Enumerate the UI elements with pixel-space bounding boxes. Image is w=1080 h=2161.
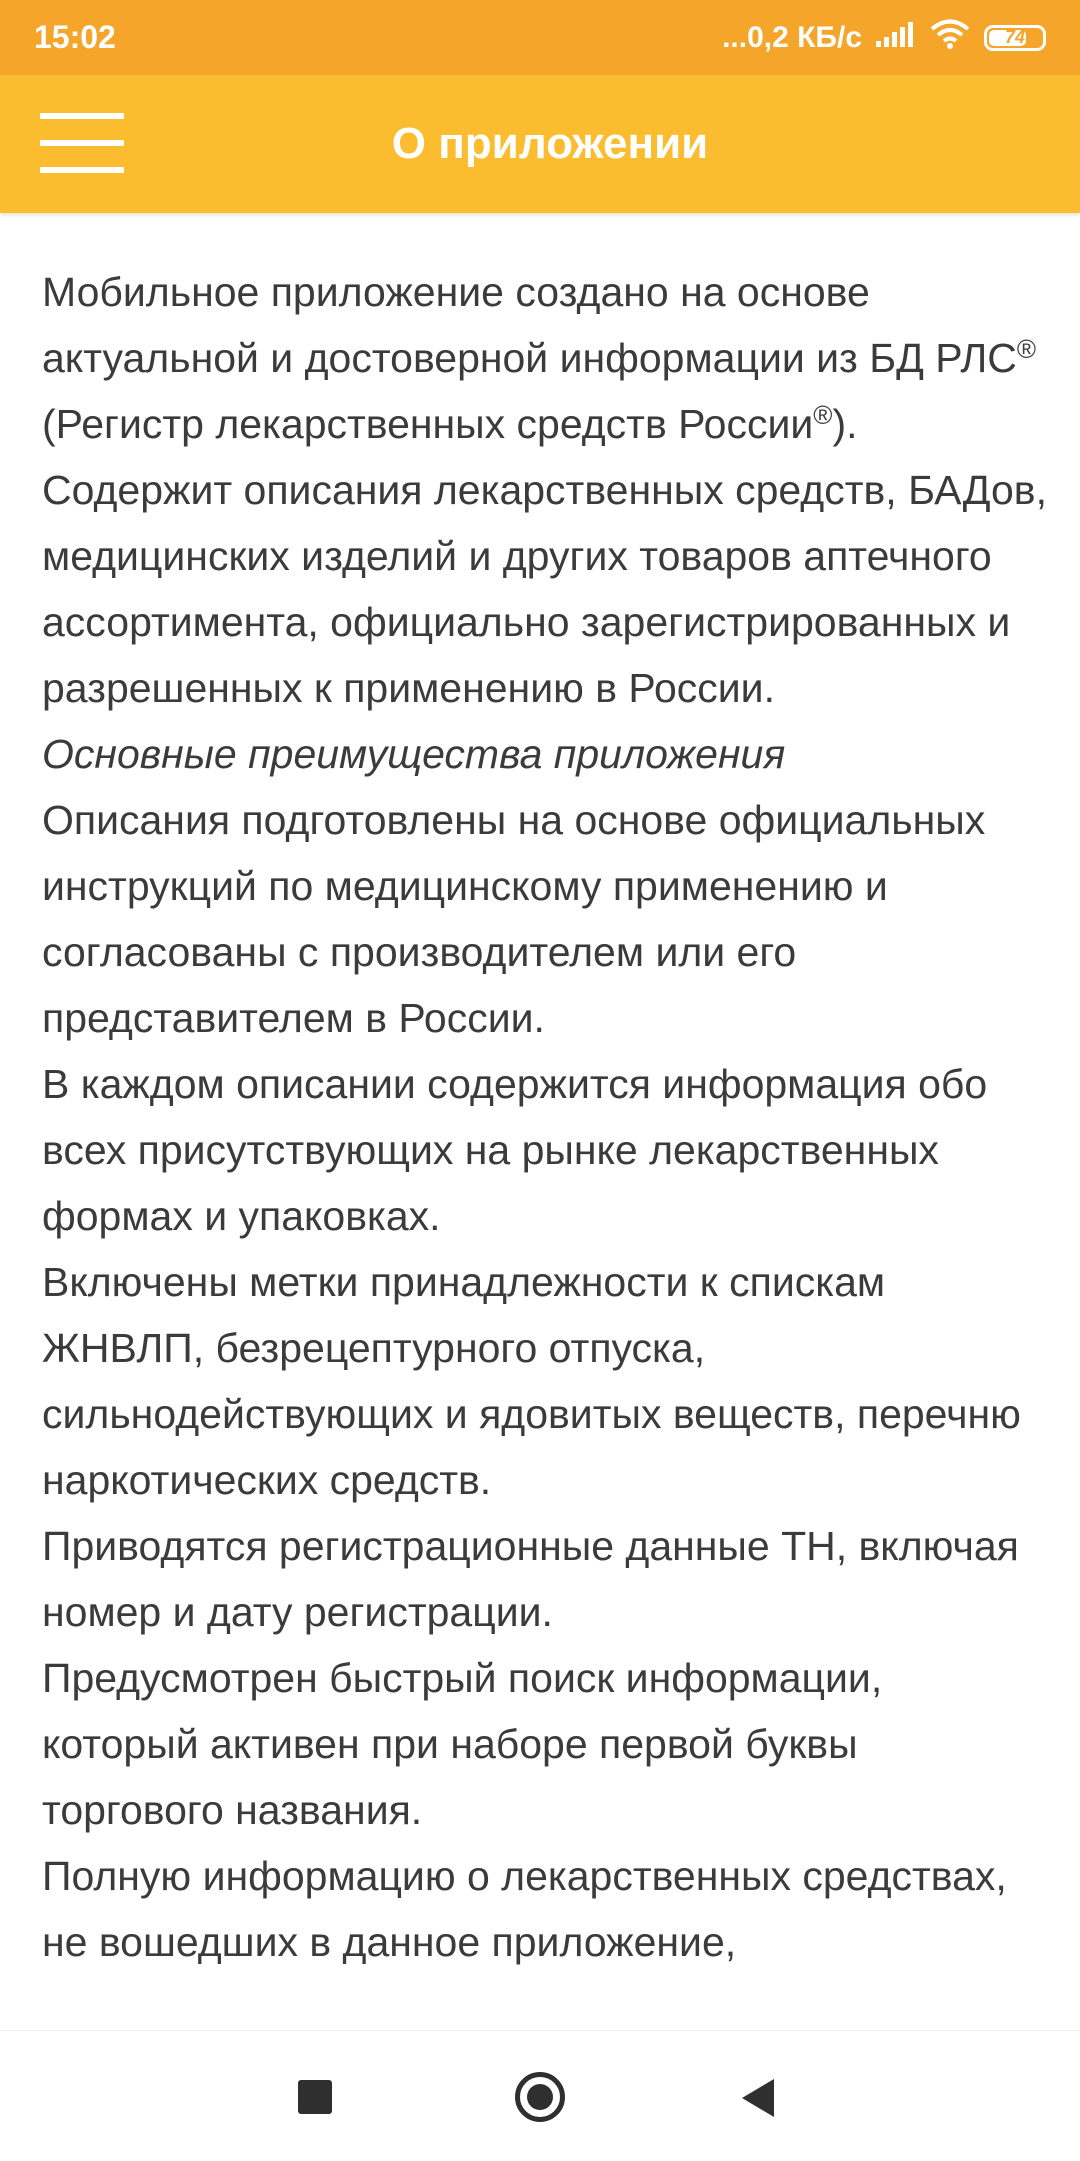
advantages-heading: Основные преимущества приложения	[42, 731, 786, 777]
page-title: О приложении	[391, 119, 709, 168]
wifi-icon	[930, 19, 970, 57]
app-bar	[0, 75, 1080, 213]
signal-icon	[876, 21, 916, 55]
advantage-paragraph: Описания подготовлены на основе официальных инструкций по медицинскому применению и согласованы с производителем или его представителем в России.	[42, 797, 986, 1041]
status-time: 15:02	[34, 19, 116, 55]
intro-text-1: Мобильное приложение создано на основе актуальной и достоверной информации из БД РЛС	[42, 269, 1017, 381]
advantage-paragraph: Полную информацию о лекарственных средствах, не вошедших в данное приложение,	[42, 1853, 1007, 1965]
advantage-paragraph: Приводятся регистрационные данные ТН, включая номер и дату регистрации.	[42, 1523, 1019, 1635]
registered-mark: ®	[813, 400, 833, 430]
home-circle-icon[interactable]	[515, 2072, 565, 2122]
advantage-paragraph: Включены метки принадлежности к спискам ЖНВЛП, безрецептурного отпуска, сильнодействующих и ядовитых веществ, перечню наркотических средств.	[42, 1259, 1021, 1503]
recents-square-icon[interactable]	[298, 2080, 332, 2114]
back-triangle-icon[interactable]	[742, 2079, 774, 2117]
intro-text-3: ). Содержит описания лекарственных средств, БАДов, медицинских изделий и других товаров аптечного ассортимента, официально зарегистрированных и разрешенных к применению в России.	[42, 401, 1047, 711]
battery-level: 74	[1004, 27, 1026, 47]
system-nav-bar	[0, 2030, 1080, 2161]
registered-mark: ®	[1016, 334, 1037, 364]
network-speed: ...0,2 КБ/с	[722, 20, 862, 54]
about-content[interactable]	[0, 213, 1080, 2030]
advantage-paragraph: Предусмотрен быстрый поиск информации, который активен при наборе первой буквы торгового названия.	[42, 1655, 883, 1833]
intro-paragraph	[42, 259, 1050, 721]
status-icons	[722, 19, 1046, 57]
intro-text-2: (Регистр лекарственных средств России	[42, 401, 814, 447]
status-bar	[0, 0, 1080, 75]
advantage-paragraph: В каждом описании содержится информация обо всех присутствующих на рынке лекарственных формах и упаковках.	[42, 1061, 988, 1239]
battery-icon	[984, 25, 1046, 51]
